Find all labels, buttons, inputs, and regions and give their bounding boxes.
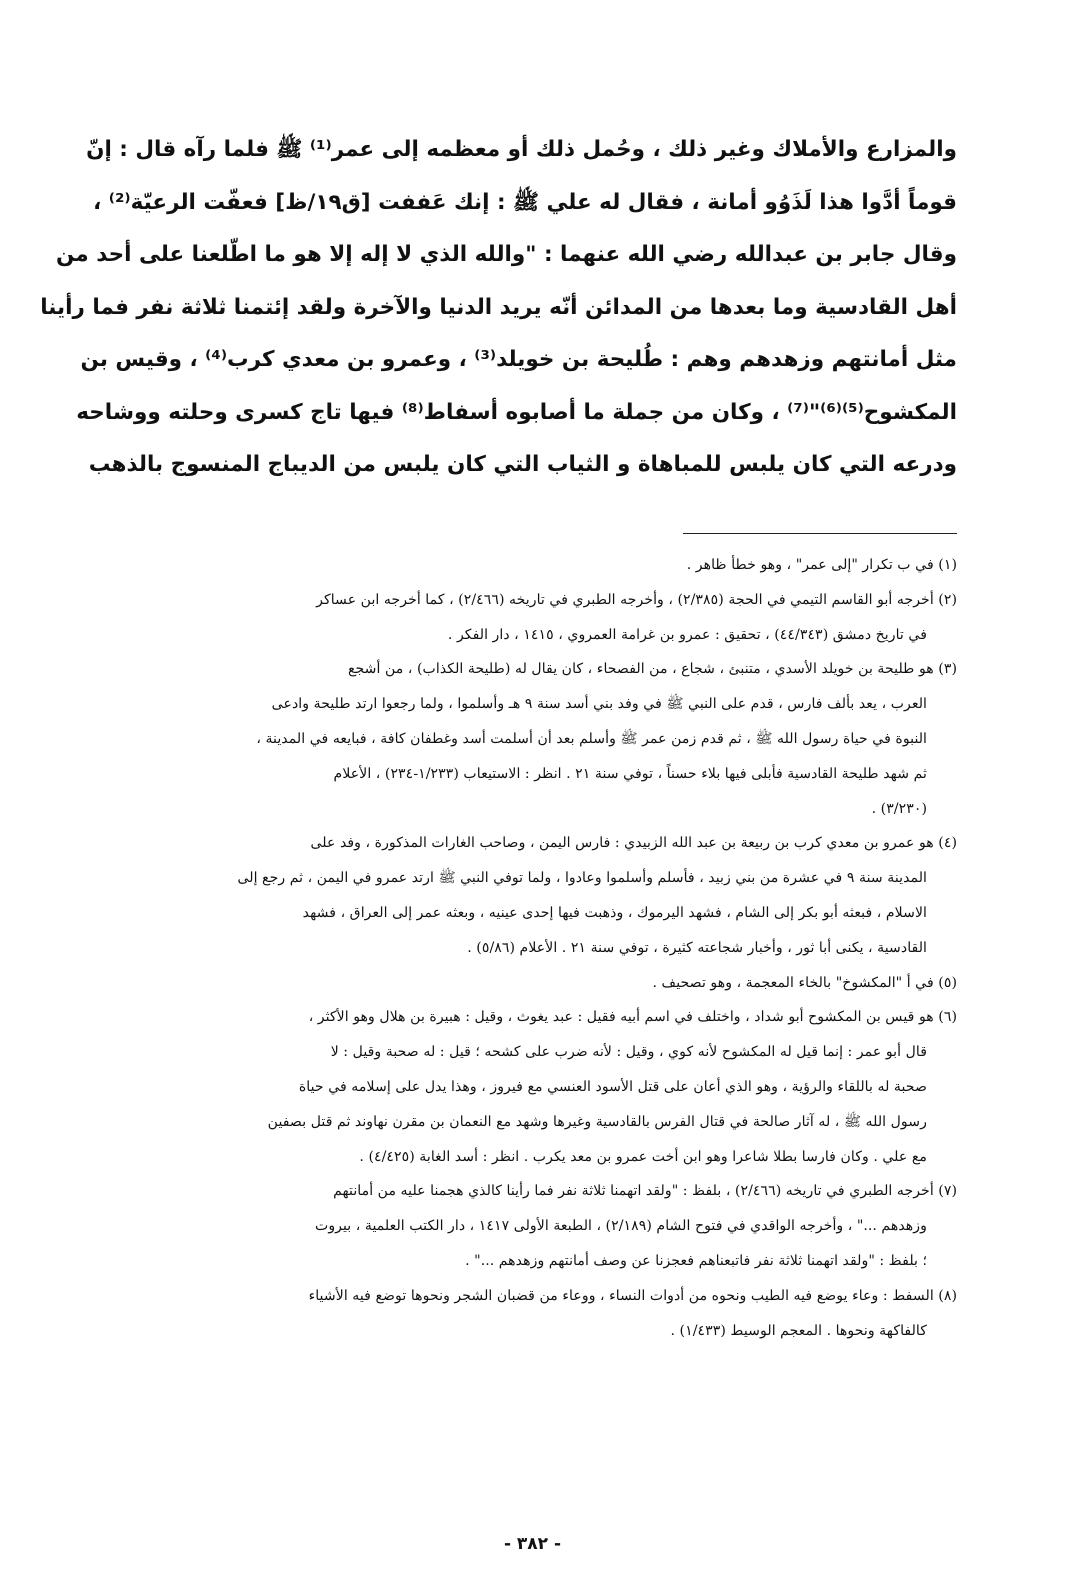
footnote-4 <box>107 826 957 965</box>
footnote-line: (٥) في أ "المكشوخ" بالخاء المعجمة ، وهو تصحيف . <box>652 974 957 991</box>
main-text-line: وقال جابر بن عبدالله رضي الله عنهما : "والله الذي لا إله إلا هو ما اطّلعنا على أحد من <box>56 242 957 267</box>
footnote-divider <box>683 533 957 534</box>
page-number: - ٣٨٢ - <box>503 1534 562 1554</box>
footnote-7 <box>107 1174 957 1278</box>
footnote-line: مع علي . وكان فارسا بطلا شاعرا وهو ابن أخت عمرو بن معد يكرب . انظر : أسد الغابة (٤/٤٢٥) . <box>359 1148 927 1165</box>
footnote-line: العرب ، يعد بألف فارس ، قدم على النبي ﷺ في وفد بني أسد سنة ٩ هـ وأسلموا ، ولما رجعوا ارتد طليحة وادعى <box>271 696 927 713</box>
main-text-line: أهل القادسية وما بعدها من المدائن أنّه يريد الدنيا والآخرة ولقد إئتمنا ثلاثة نفر فما رأينا <box>40 294 957 320</box>
footnote-line: القادسية ، يكنى أبا ثور ، وأخبار شجاعته كثيرة ، توفي سنة ٢١ . الأعلام (٥/٨٦) . <box>467 939 927 956</box>
footnote-line: (٦) هو قيس بن المكشوح أبو شداد ، واختلف في اسم أبيه فقيل : عبد يغوث ، وقيل : هبيرة بن هلال وهو الأكثر ، <box>308 1009 957 1026</box>
footnote-line: ثم شهد طليحة القادسية فأبلى فيها بلاء حسناً ، توفي سنة ٢١ . انظر : الاستيعاب (١/٢٣٣-٢٣٤) ، الأعلام <box>333 765 927 782</box>
footnote-line: وزهدهم ..." ، وأخرجه الواقدي في فتوح الشام (٢/١٨٩) ، الطبعة الأولى ١٤١٧ ، دار الكتب العلمية ، بيروت <box>314 1218 927 1235</box>
main-text-line: ودرعه التي كان يلبس للمباهاة و الثياب التي كان يلبس من الديباج المنسوج بالذهب <box>88 452 957 477</box>
footnote-line: (٣) هو طليحة بن خويلد الأسدي ، متنبئ ، شجاع ، من الفصحاء ، كان يقال له (طليحة الكذاب) ، من أشجع <box>347 661 957 678</box>
main-text-line: والمزارع والأملاك وغير ذلك ، وحُمل ذلك أو معظمه إلى عمر⁽¹⁾ ﷺ فلما رآه قال : إنّ <box>86 137 957 162</box>
footnote-6 <box>107 1000 957 1174</box>
footnote-line: المدينة سنة ٩ في عشرة من بني زبيد ، فأسلم وأسلموا وعادوا ، ولما توفي النبي ﷺ ارتد عمرو في اليمن ، ثم رجع إلى <box>237 870 927 887</box>
footnote-line: (٨) السفط : وعاء يوضع فيه الطيب ونحوه من أدوات النساء ، ووعاء من قضبان الشجر ونحوها توضع فيه الأشياء <box>308 1287 957 1304</box>
footnote-line: كالفاكهة ونحوها . المعجم الوسيط (١/٤٣٣) . <box>670 1322 927 1339</box>
footnote-line: في تاريخ دمشق (٤٤/٣٤٣) ، تحقيق : عمرو بن غرامة العمروي ، ١٤١٥ ، دار الفكر . <box>447 626 927 643</box>
main-text-line: المكشوح⁽⁵⁾⁽⁶⁾"⁽⁷⁾ ، وكان من جملة ما أصابوه أسفاط⁽⁸⁾ فيها تاج كسرى وحلته ووشاحه <box>76 399 957 425</box>
footnote-line: (٧) أخرجه الطبري في تاريخه (٢/٤٦٦) ، بلفظ : "ولقد اتهمنا ثلاثة نفر فما رأينا كالذي هجمنا عليه من أمانتهم <box>333 1183 957 1200</box>
footnote-line: قال أبو عمر : إنما قيل له المكشوح لأنه كوي ، وقيل : لأنه ضرب على كشحه ؛ قيل : له صحبة وقيل : لا <box>330 1044 927 1061</box>
footnote-5 <box>107 966 957 1001</box>
footnote-line: صحبة له باللقاء والرؤية ، وهو الذي أعان على قتل الأسود العنسي مع فيروز ، وهذا يدل على إسلامه في حياة <box>298 1078 927 1095</box>
footnote-line: (١) في ب تكرار "إلى عمر" ، وهو خطأ ظاهر . <box>686 557 957 573</box>
footnote-line: (٣/٢٣٠) . <box>871 800 927 817</box>
footnote-line: رسول الله ﷺ ، له آثار صالحة في قتال الفرس بالقادسية وغيرها وشهد مع النعمان بن مقرن نهاوند ثم قتل بصفين <box>267 1113 927 1130</box>
footnote-line: (٤) هو عمرو بن معدي كرب بن ربيعة بن عبد الله الزبيدي : فارس اليمن ، وصاحب الغارات المذكورة ، وفد على <box>310 835 957 852</box>
footnote-line: ؛ بلفظ : "ولقد اتهمنا ثلاثة نفر فاتبعناهم فعجزنا عن وصف أمانتهم وزهدهم ..." . <box>465 1252 927 1269</box>
footnote-8 <box>107 1279 957 1349</box>
main-text-line: مثل أمانتهم وزهدهم وهم : طُليحة بن خويلد⁽³⁾ ، وعمرو بن معدي كرب⁽⁴⁾ ، وقيس بن <box>80 347 957 372</box>
footnote-3 <box>107 652 957 826</box>
footnote-1 <box>107 548 957 583</box>
footnote-line: (٢) أخرجه أبو القاسم التيمي في الحجة (٢/٣٨٥) ، وأخرجه الطبري في تاريخه (٢/٤٦٦) ، كما أخرجه ابن عساكر <box>316 591 957 608</box>
main-text-line: قوماً أدَّوا هذا لَذَوُو أمانة ، فقال له علي ﷺ : إنك عَففت [ق١٩/ظ] فعفّت الرعيّة⁽²⁾ ، <box>93 189 957 215</box>
footnote-2 <box>107 583 957 653</box>
footnote-line: النبوة في حياة رسول الله ﷺ ، ثم قدم زمن عمر ﷺ وأسلم بعد أن أسلمت أسد وغطفان كافة ، فبايعه في المدينة ، <box>256 730 927 747</box>
footnotes-block <box>107 548 957 1348</box>
footnote-line: الاسلام ، فبعثه أبو بكر إلى الشام ، فشهد اليرموك ، وذهبت فيها إحدى عينيه ، وبعثه عمر إلى العراق ، فشهد <box>302 904 927 921</box>
main-text-block <box>40 124 957 492</box>
